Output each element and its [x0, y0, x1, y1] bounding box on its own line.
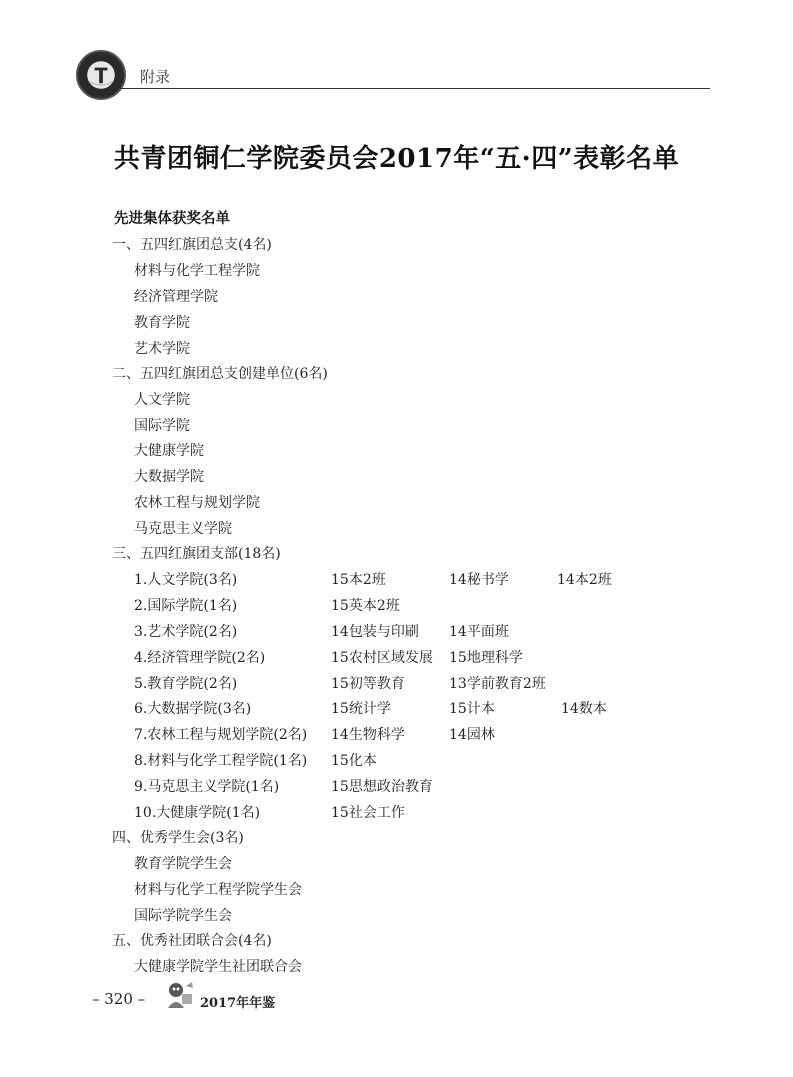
- list-item: 大健康学院学生社团联合会: [134, 959, 302, 975]
- list-item: 材料与化学工程学院: [134, 263, 260, 279]
- class-name: 15本2班: [331, 572, 386, 588]
- class-name: 15农村区域发展: [331, 650, 433, 666]
- section-heading: 先进集体获奖名单: [114, 211, 230, 227]
- list-item: 大健康学院: [134, 443, 204, 459]
- appendix-label: 附录: [140, 68, 171, 86]
- group-title: 四、优秀学生会(3名): [112, 830, 244, 846]
- class-name: 15思想政治教育: [331, 779, 433, 795]
- university-emblem-icon: [78, 52, 124, 98]
- class-name: 14数本: [561, 701, 607, 717]
- university-logo: [76, 50, 126, 100]
- class-name: 14平面班: [449, 624, 509, 640]
- list-item: 材料与化学工程学院学生会: [134, 882, 302, 898]
- class-name: 15统计学: [331, 701, 391, 717]
- class-name: 15计本: [449, 701, 495, 717]
- page-title: 共青团铜仁学院委员会2017年“五·四”表彰名单: [113, 144, 680, 174]
- college-name: 9.马克思主义学院(1名): [134, 779, 280, 795]
- class-name: 14园林: [449, 727, 495, 743]
- book-title: 2017年年鉴: [200, 996, 276, 1011]
- college-name: 4.经济管理学院(2名): [134, 650, 266, 666]
- class-name: 15社会工作: [331, 805, 405, 821]
- class-name: 14包装与印刷: [331, 624, 419, 640]
- list-item: 大数据学院: [134, 469, 204, 485]
- college-name: 2.国际学院(1名): [134, 598, 238, 614]
- college-name: 8.材料与化学工程学院(1名): [134, 753, 308, 769]
- college-name: 7.农林工程与规划学院(2名): [134, 727, 308, 743]
- class-name: 15地理科学: [449, 650, 523, 666]
- class-name: 15英本2班: [331, 598, 400, 614]
- list-item: 教育学院: [134, 315, 190, 331]
- mascot-icon: [162, 980, 196, 1010]
- college-name: 6.大数据学院(3名): [134, 701, 252, 717]
- list-item: 国际学院: [134, 418, 190, 434]
- page-number: – 320 –: [92, 990, 146, 1008]
- list-item: 农林工程与规划学院: [134, 495, 260, 511]
- college-name: 10.大健康学院(1名): [134, 805, 261, 821]
- group-title: 三、五四红旗团支部(18名): [112, 546, 281, 562]
- list-item: 教育学院学生会: [134, 856, 232, 872]
- list-item: 艺术学院: [134, 341, 190, 357]
- header-divider: [120, 88, 710, 89]
- list-item: 经济管理学院: [134, 289, 218, 305]
- group-title: 一、五四红旗团总支(4名): [112, 237, 272, 253]
- group-title: 二、五四红旗团总支创建单位(6名): [112, 366, 328, 382]
- list-item: 国际学院学生会: [134, 908, 232, 924]
- class-name: 15化本: [331, 753, 377, 769]
- college-name: 3.艺术学院(2名): [134, 624, 238, 640]
- college-name: 5.教育学院(2名): [134, 676, 238, 692]
- college-name: 1.人文学院(3名): [134, 572, 238, 588]
- class-name: 14本2班: [557, 572, 612, 588]
- class-name: 14秘书学: [449, 572, 509, 588]
- class-name: 13学前教育2班: [449, 676, 546, 692]
- class-name: 14生物科学: [331, 727, 405, 743]
- list-item: 马克思主义学院: [134, 521, 232, 537]
- group-title: 五、优秀社团联合会(4名): [112, 933, 272, 949]
- list-item: 人文学院: [134, 392, 190, 408]
- class-name: 15初等教育: [331, 676, 405, 692]
